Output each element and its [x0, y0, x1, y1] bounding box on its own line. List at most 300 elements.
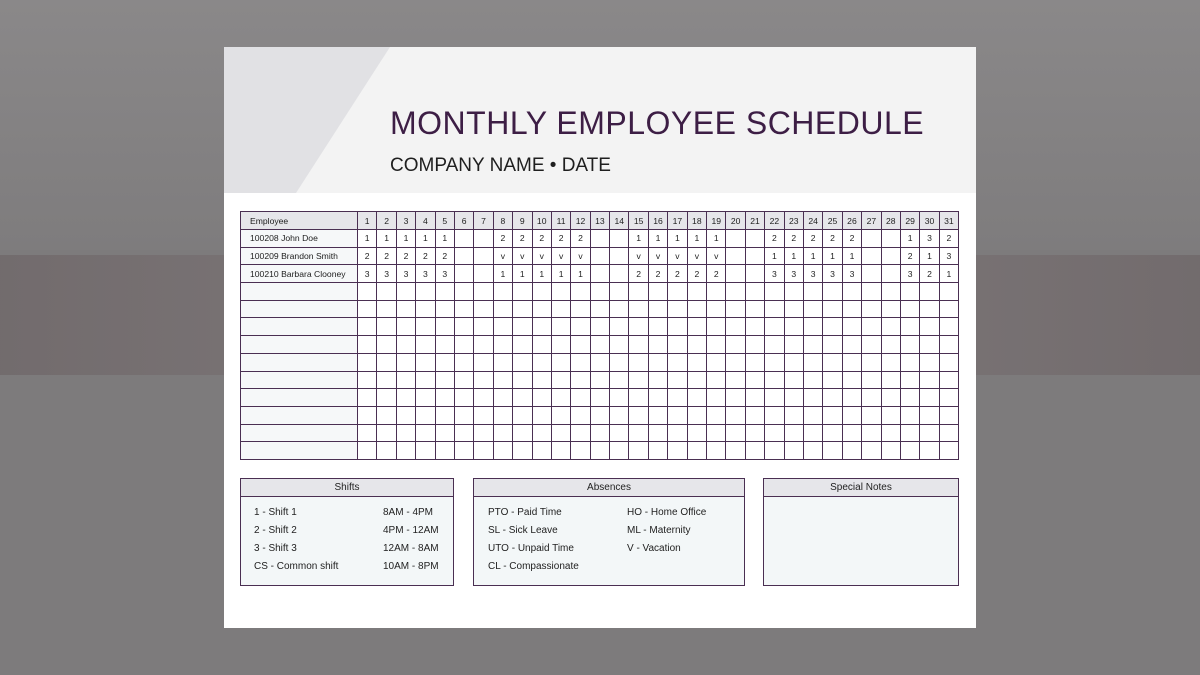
- schedule-cell[interactable]: [765, 300, 784, 318]
- schedule-cell[interactable]: [513, 336, 532, 354]
- schedule-cell[interactable]: [900, 406, 919, 424]
- schedule-cell[interactable]: [668, 424, 687, 442]
- schedule-cell[interactable]: [454, 353, 473, 371]
- schedule-cell[interactable]: [862, 389, 881, 407]
- schedule-cell[interactable]: 2: [358, 247, 377, 265]
- schedule-cell[interactable]: [532, 442, 551, 460]
- schedule-cell[interactable]: [571, 371, 590, 389]
- schedule-cell[interactable]: [377, 406, 396, 424]
- schedule-cell[interactable]: [551, 318, 570, 336]
- schedule-cell[interactable]: [610, 230, 629, 248]
- schedule-cell[interactable]: [416, 300, 435, 318]
- schedule-cell[interactable]: [862, 283, 881, 301]
- schedule-cell[interactable]: [358, 283, 377, 301]
- schedule-cell[interactable]: 3: [803, 265, 822, 283]
- schedule-cell[interactable]: [474, 442, 493, 460]
- schedule-cell[interactable]: [610, 442, 629, 460]
- schedule-cell[interactable]: [629, 353, 648, 371]
- schedule-cell[interactable]: [629, 424, 648, 442]
- schedule-cell[interactable]: v: [648, 247, 667, 265]
- schedule-cell[interactable]: [784, 300, 803, 318]
- schedule-cell[interactable]: 1: [629, 230, 648, 248]
- schedule-cell[interactable]: [842, 353, 861, 371]
- schedule-cell[interactable]: 2: [435, 247, 454, 265]
- schedule-cell[interactable]: [862, 336, 881, 354]
- schedule-cell[interactable]: 2: [765, 230, 784, 248]
- schedule-cell[interactable]: [493, 442, 512, 460]
- schedule-cell[interactable]: [939, 318, 958, 336]
- schedule-cell[interactable]: [726, 389, 745, 407]
- schedule-cell[interactable]: v: [551, 247, 570, 265]
- schedule-cell[interactable]: [745, 300, 764, 318]
- employee-name-cell[interactable]: [241, 389, 358, 407]
- schedule-cell[interactable]: [532, 336, 551, 354]
- schedule-cell[interactable]: [862, 442, 881, 460]
- schedule-cell[interactable]: [803, 336, 822, 354]
- schedule-cell[interactable]: [571, 353, 590, 371]
- schedule-cell[interactable]: [396, 336, 415, 354]
- schedule-cell[interactable]: v: [493, 247, 512, 265]
- schedule-cell[interactable]: [707, 283, 726, 301]
- schedule-cell[interactable]: [551, 336, 570, 354]
- schedule-cell[interactable]: 1: [416, 230, 435, 248]
- schedule-cell[interactable]: [377, 371, 396, 389]
- schedule-cell[interactable]: 1: [920, 247, 939, 265]
- schedule-cell[interactable]: [532, 318, 551, 336]
- employee-name-cell[interactable]: [241, 424, 358, 442]
- schedule-cell[interactable]: [358, 371, 377, 389]
- schedule-cell[interactable]: [551, 353, 570, 371]
- schedule-cell[interactable]: [745, 230, 764, 248]
- schedule-cell[interactable]: [590, 353, 609, 371]
- schedule-cell[interactable]: [900, 371, 919, 389]
- schedule-cell[interactable]: 1: [358, 230, 377, 248]
- schedule-cell[interactable]: [396, 371, 415, 389]
- schedule-cell[interactable]: 1: [687, 230, 706, 248]
- schedule-cell[interactable]: [939, 424, 958, 442]
- schedule-cell[interactable]: [610, 424, 629, 442]
- schedule-cell[interactable]: [493, 283, 512, 301]
- schedule-cell[interactable]: [823, 283, 842, 301]
- schedule-cell[interactable]: [784, 318, 803, 336]
- schedule-cell[interactable]: 3: [396, 265, 415, 283]
- schedule-cell[interactable]: [862, 318, 881, 336]
- schedule-cell[interactable]: [474, 247, 493, 265]
- employee-name-cell[interactable]: [241, 406, 358, 424]
- schedule-cell[interactable]: [435, 371, 454, 389]
- schedule-cell[interactable]: [513, 406, 532, 424]
- employee-name-cell[interactable]: [241, 300, 358, 318]
- schedule-cell[interactable]: [648, 442, 667, 460]
- schedule-cell[interactable]: [396, 300, 415, 318]
- schedule-cell[interactable]: [823, 424, 842, 442]
- schedule-cell[interactable]: [726, 230, 745, 248]
- schedule-cell[interactable]: [668, 406, 687, 424]
- schedule-cell[interactable]: [590, 300, 609, 318]
- schedule-cell[interactable]: [590, 424, 609, 442]
- schedule-cell[interactable]: [939, 389, 958, 407]
- schedule-cell[interactable]: [939, 283, 958, 301]
- schedule-cell[interactable]: 1: [823, 247, 842, 265]
- schedule-cell[interactable]: v: [668, 247, 687, 265]
- schedule-cell[interactable]: [610, 336, 629, 354]
- schedule-cell[interactable]: [745, 389, 764, 407]
- schedule-cell[interactable]: [493, 371, 512, 389]
- schedule-cell[interactable]: [358, 353, 377, 371]
- schedule-cell[interactable]: [745, 336, 764, 354]
- schedule-cell[interactable]: [842, 406, 861, 424]
- schedule-cell[interactable]: [707, 389, 726, 407]
- schedule-cell[interactable]: [551, 300, 570, 318]
- employee-name-cell[interactable]: [241, 318, 358, 336]
- schedule-cell[interactable]: [881, 247, 900, 265]
- schedule-cell[interactable]: [726, 442, 745, 460]
- schedule-cell[interactable]: [377, 336, 396, 354]
- schedule-cell[interactable]: [435, 300, 454, 318]
- schedule-cell[interactable]: [784, 442, 803, 460]
- schedule-cell[interactable]: [765, 353, 784, 371]
- schedule-cell[interactable]: 1: [377, 230, 396, 248]
- schedule-cell[interactable]: v: [532, 247, 551, 265]
- schedule-cell[interactable]: [435, 353, 454, 371]
- schedule-cell[interactable]: [454, 230, 473, 248]
- schedule-cell[interactable]: [668, 442, 687, 460]
- schedule-cell[interactable]: [920, 424, 939, 442]
- schedule-cell[interactable]: [726, 424, 745, 442]
- schedule-cell[interactable]: [648, 389, 667, 407]
- schedule-cell[interactable]: 3: [939, 247, 958, 265]
- schedule-cell[interactable]: [823, 371, 842, 389]
- schedule-cell[interactable]: [745, 265, 764, 283]
- schedule-cell[interactable]: [765, 424, 784, 442]
- schedule-cell[interactable]: [474, 371, 493, 389]
- schedule-cell[interactable]: [610, 265, 629, 283]
- schedule-cell[interactable]: v: [629, 247, 648, 265]
- schedule-cell[interactable]: [668, 336, 687, 354]
- schedule-cell[interactable]: [920, 406, 939, 424]
- schedule-cell[interactable]: 3: [358, 265, 377, 283]
- schedule-cell[interactable]: 1: [900, 230, 919, 248]
- schedule-cell[interactable]: [493, 336, 512, 354]
- schedule-cell[interactable]: [474, 406, 493, 424]
- schedule-cell[interactable]: [454, 247, 473, 265]
- schedule-cell[interactable]: 1: [668, 230, 687, 248]
- schedule-cell[interactable]: [493, 406, 512, 424]
- schedule-cell[interactable]: 3: [784, 265, 803, 283]
- schedule-cell[interactable]: [571, 336, 590, 354]
- schedule-cell[interactable]: [474, 283, 493, 301]
- schedule-cell[interactable]: [358, 406, 377, 424]
- schedule-cell[interactable]: [629, 283, 648, 301]
- schedule-cell[interactable]: [803, 424, 822, 442]
- schedule-cell[interactable]: [881, 424, 900, 442]
- schedule-cell[interactable]: [610, 389, 629, 407]
- schedule-cell[interactable]: [513, 300, 532, 318]
- schedule-cell[interactable]: [629, 336, 648, 354]
- schedule-cell[interactable]: [745, 406, 764, 424]
- schedule-cell[interactable]: [358, 318, 377, 336]
- schedule-cell[interactable]: [474, 230, 493, 248]
- schedule-cell[interactable]: 2: [920, 265, 939, 283]
- schedule-cell[interactable]: [881, 371, 900, 389]
- schedule-cell[interactable]: [726, 300, 745, 318]
- schedule-cell[interactable]: [532, 424, 551, 442]
- schedule-cell[interactable]: [454, 442, 473, 460]
- schedule-cell[interactable]: 1: [765, 247, 784, 265]
- schedule-cell[interactable]: [571, 389, 590, 407]
- schedule-cell[interactable]: [939, 353, 958, 371]
- schedule-cell[interactable]: [726, 336, 745, 354]
- special-notes-box[interactable]: [763, 478, 959, 586]
- schedule-cell[interactable]: 1: [513, 265, 532, 283]
- schedule-cell[interactable]: [803, 442, 822, 460]
- schedule-cell[interactable]: [610, 247, 629, 265]
- schedule-cell[interactable]: [629, 318, 648, 336]
- schedule-cell[interactable]: [532, 389, 551, 407]
- schedule-cell[interactable]: [454, 406, 473, 424]
- schedule-cell[interactable]: [358, 300, 377, 318]
- schedule-cell[interactable]: [610, 283, 629, 301]
- schedule-cell[interactable]: [590, 371, 609, 389]
- schedule-cell[interactable]: 2: [668, 265, 687, 283]
- schedule-cell[interactable]: [629, 406, 648, 424]
- schedule-cell[interactable]: [454, 283, 473, 301]
- schedule-cell[interactable]: [939, 336, 958, 354]
- schedule-cell[interactable]: [590, 265, 609, 283]
- schedule-cell[interactable]: [862, 230, 881, 248]
- schedule-cell[interactable]: [377, 442, 396, 460]
- schedule-cell[interactable]: [454, 389, 473, 407]
- schedule-cell[interactable]: [707, 353, 726, 371]
- schedule-cell[interactable]: 2: [416, 247, 435, 265]
- schedule-cell[interactable]: 2: [707, 265, 726, 283]
- schedule-cell[interactable]: [513, 442, 532, 460]
- schedule-cell[interactable]: [707, 371, 726, 389]
- schedule-cell[interactable]: [765, 389, 784, 407]
- schedule-cell[interactable]: [493, 353, 512, 371]
- schedule-cell[interactable]: [668, 353, 687, 371]
- schedule-cell[interactable]: [803, 389, 822, 407]
- schedule-cell[interactable]: [396, 353, 415, 371]
- schedule-cell[interactable]: [493, 318, 512, 336]
- schedule-cell[interactable]: 2: [784, 230, 803, 248]
- schedule-cell[interactable]: [920, 336, 939, 354]
- schedule-cell[interactable]: [571, 300, 590, 318]
- schedule-cell[interactable]: [474, 389, 493, 407]
- schedule-cell[interactable]: [493, 389, 512, 407]
- schedule-cell[interactable]: [358, 336, 377, 354]
- schedule-cell[interactable]: [454, 424, 473, 442]
- schedule-cell[interactable]: [416, 318, 435, 336]
- schedule-cell[interactable]: [900, 353, 919, 371]
- schedule-cell[interactable]: [493, 424, 512, 442]
- schedule-cell[interactable]: [707, 300, 726, 318]
- schedule-cell[interactable]: [668, 283, 687, 301]
- schedule-cell[interactable]: [396, 318, 415, 336]
- schedule-cell[interactable]: [668, 389, 687, 407]
- schedule-cell[interactable]: [571, 406, 590, 424]
- schedule-cell[interactable]: [435, 318, 454, 336]
- schedule-cell[interactable]: [823, 336, 842, 354]
- schedule-cell[interactable]: [551, 442, 570, 460]
- schedule-cell[interactable]: [435, 442, 454, 460]
- schedule-cell[interactable]: [551, 424, 570, 442]
- schedule-cell[interactable]: [881, 353, 900, 371]
- schedule-cell[interactable]: [784, 283, 803, 301]
- schedule-cell[interactable]: [881, 336, 900, 354]
- schedule-cell[interactable]: [939, 406, 958, 424]
- schedule-cell[interactable]: [513, 283, 532, 301]
- schedule-cell[interactable]: [648, 353, 667, 371]
- employee-name-cell[interactable]: [241, 353, 358, 371]
- schedule-cell[interactable]: v: [707, 247, 726, 265]
- schedule-cell[interactable]: [396, 283, 415, 301]
- schedule-cell[interactable]: [513, 389, 532, 407]
- schedule-cell[interactable]: v: [687, 247, 706, 265]
- schedule-cell[interactable]: 2: [532, 230, 551, 248]
- schedule-cell[interactable]: [745, 424, 764, 442]
- schedule-cell[interactable]: [842, 389, 861, 407]
- schedule-cell[interactable]: [474, 300, 493, 318]
- schedule-cell[interactable]: [687, 353, 706, 371]
- schedule-cell[interactable]: 2: [513, 230, 532, 248]
- schedule-cell[interactable]: [920, 300, 939, 318]
- employee-name-cell[interactable]: 100209 Brandon Smith: [241, 247, 358, 265]
- schedule-cell[interactable]: [745, 318, 764, 336]
- schedule-cell[interactable]: [377, 283, 396, 301]
- schedule-cell[interactable]: [765, 283, 784, 301]
- schedule-cell[interactable]: [900, 336, 919, 354]
- schedule-cell[interactable]: [745, 371, 764, 389]
- schedule-cell[interactable]: [784, 353, 803, 371]
- schedule-cell[interactable]: [881, 283, 900, 301]
- schedule-cell[interactable]: 2: [842, 230, 861, 248]
- schedule-cell[interactable]: [881, 230, 900, 248]
- schedule-cell[interactable]: [920, 353, 939, 371]
- schedule-cell[interactable]: [726, 265, 745, 283]
- schedule-cell[interactable]: [648, 371, 667, 389]
- schedule-cell[interactable]: [416, 389, 435, 407]
- schedule-cell[interactable]: 1: [784, 247, 803, 265]
- schedule-cell[interactable]: [862, 265, 881, 283]
- schedule-cell[interactable]: [513, 318, 532, 336]
- schedule-cell[interactable]: 2: [900, 247, 919, 265]
- schedule-cell[interactable]: [707, 406, 726, 424]
- schedule-cell[interactable]: [474, 353, 493, 371]
- schedule-cell[interactable]: [842, 336, 861, 354]
- schedule-cell[interactable]: [881, 318, 900, 336]
- schedule-cell[interactable]: 1: [396, 230, 415, 248]
- schedule-cell[interactable]: [416, 283, 435, 301]
- schedule-cell[interactable]: [784, 406, 803, 424]
- schedule-cell[interactable]: [532, 353, 551, 371]
- schedule-cell[interactable]: [435, 336, 454, 354]
- schedule-cell[interactable]: [784, 371, 803, 389]
- schedule-cell[interactable]: [590, 389, 609, 407]
- schedule-cell[interactable]: [396, 406, 415, 424]
- schedule-cell[interactable]: [377, 389, 396, 407]
- schedule-cell[interactable]: [551, 283, 570, 301]
- schedule-cell[interactable]: 3: [920, 230, 939, 248]
- schedule-cell[interactable]: [474, 336, 493, 354]
- schedule-cell[interactable]: [648, 300, 667, 318]
- schedule-cell[interactable]: [416, 442, 435, 460]
- employee-name-cell[interactable]: 100208 John Doe: [241, 230, 358, 248]
- schedule-cell[interactable]: [803, 300, 822, 318]
- schedule-cell[interactable]: [900, 318, 919, 336]
- schedule-cell[interactable]: [803, 353, 822, 371]
- schedule-cell[interactable]: [881, 300, 900, 318]
- schedule-cell[interactable]: [648, 406, 667, 424]
- schedule-cell[interactable]: [726, 406, 745, 424]
- schedule-cell[interactable]: [590, 336, 609, 354]
- schedule-cell[interactable]: [823, 300, 842, 318]
- schedule-cell[interactable]: [648, 336, 667, 354]
- schedule-cell[interactable]: [629, 442, 648, 460]
- schedule-cell[interactable]: [454, 318, 473, 336]
- schedule-cell[interactable]: [513, 353, 532, 371]
- schedule-cell[interactable]: [687, 406, 706, 424]
- schedule-cell[interactable]: [454, 265, 473, 283]
- schedule-cell[interactable]: [416, 353, 435, 371]
- schedule-cell[interactable]: [629, 371, 648, 389]
- schedule-cell[interactable]: [358, 424, 377, 442]
- schedule-cell[interactable]: [377, 318, 396, 336]
- schedule-cell[interactable]: [803, 406, 822, 424]
- schedule-cell[interactable]: [900, 424, 919, 442]
- schedule-cell[interactable]: 3: [435, 265, 454, 283]
- schedule-cell[interactable]: [416, 371, 435, 389]
- schedule-cell[interactable]: [668, 300, 687, 318]
- schedule-cell[interactable]: [610, 300, 629, 318]
- schedule-cell[interactable]: [823, 318, 842, 336]
- employee-name-cell[interactable]: [241, 442, 358, 460]
- schedule-cell[interactable]: [900, 389, 919, 407]
- schedule-cell[interactable]: [571, 442, 590, 460]
- schedule-cell[interactable]: [881, 442, 900, 460]
- schedule-cell[interactable]: [920, 318, 939, 336]
- schedule-cell[interactable]: [900, 283, 919, 301]
- schedule-cell[interactable]: [726, 371, 745, 389]
- schedule-cell[interactable]: [590, 442, 609, 460]
- schedule-cell[interactable]: [726, 283, 745, 301]
- schedule-cell[interactable]: [610, 406, 629, 424]
- schedule-cell[interactable]: [551, 371, 570, 389]
- schedule-cell[interactable]: [745, 283, 764, 301]
- schedule-cell[interactable]: [687, 300, 706, 318]
- schedule-cell[interactable]: [571, 318, 590, 336]
- schedule-cell[interactable]: [571, 424, 590, 442]
- schedule-cell[interactable]: [435, 424, 454, 442]
- schedule-cell[interactable]: 2: [939, 230, 958, 248]
- schedule-cell[interactable]: [881, 265, 900, 283]
- schedule-cell[interactable]: 1: [707, 230, 726, 248]
- schedule-cell[interactable]: 3: [765, 265, 784, 283]
- schedule-cell[interactable]: [610, 371, 629, 389]
- schedule-cell[interactable]: [358, 389, 377, 407]
- schedule-cell[interactable]: [939, 300, 958, 318]
- schedule-cell[interactable]: [629, 389, 648, 407]
- schedule-cell[interactable]: [513, 424, 532, 442]
- schedule-cell[interactable]: [765, 318, 784, 336]
- schedule-cell[interactable]: [551, 406, 570, 424]
- schedule-cell[interactable]: [823, 442, 842, 460]
- schedule-cell[interactable]: 1: [532, 265, 551, 283]
- schedule-cell[interactable]: [474, 424, 493, 442]
- schedule-cell[interactable]: [396, 442, 415, 460]
- schedule-cell[interactable]: [745, 442, 764, 460]
- schedule-cell[interactable]: [842, 300, 861, 318]
